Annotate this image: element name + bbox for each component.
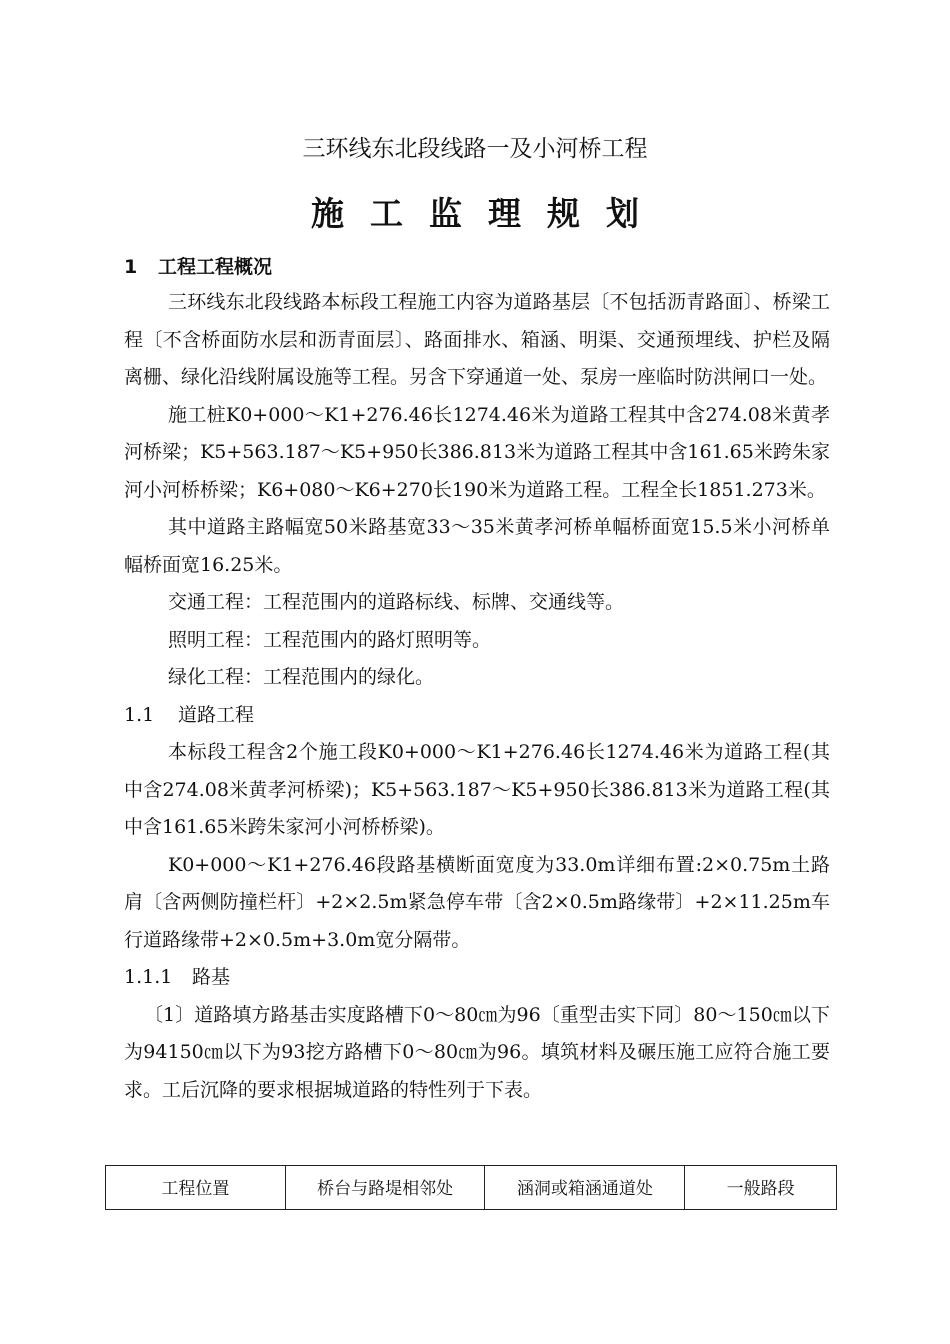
paragraph: 绿化工程：工程范围内的绿化。 <box>168 666 435 688</box>
paragraph: 本标段工程含2个施工段K0+000～K1+276.46长1274.46米为道路工程(其中含274.08米黄孝河桥梁)；K5+563.187～K5+950长386.813米为道路工程(其中含161.65米跨朱家河小河桥桥梁)。 <box>124 741 830 838</box>
section-1-heading <box>124 252 272 279</box>
section-1-1-heading <box>124 697 830 735</box>
section-1-1-number: 1.1 <box>124 703 155 726</box>
document-title: 三环线东北段线路一及小河桥工程 <box>302 136 648 162</box>
section-1-number: 1 <box>124 256 138 278</box>
document-body <box>124 284 830 1109</box>
table-header-cell: 工程位置 <box>106 1166 286 1210</box>
paragraph: 交通工程：工程范围内的道路标线、标牌、交通线等。 <box>168 591 625 613</box>
table-header-cell: 一般路段 <box>685 1166 837 1210</box>
section-1-1-1-title: 路基 <box>192 966 231 988</box>
settlement-table <box>105 1165 837 1210</box>
paragraph: 〔1〕道路填方路基击实度路槽下0～80㎝为96〔重型击实下同〕80～150㎝以下为94150㎝以下为93挖方路槽下0～80㎝为96。填筑材料及碾压施工应符合施工要求。工后沉降的要求根据城道路的特性列于下表。 <box>124 1003 830 1101</box>
table-header-row <box>106 1166 837 1210</box>
section-1-1-1-number: 1.1.1 <box>124 966 173 988</box>
section-1-1-1-heading <box>124 959 830 997</box>
section-1-1-title: 道路工程 <box>178 703 255 726</box>
document-subtitle: 施工监理规划 <box>311 194 665 233</box>
paragraph: 其中道路主路幅宽50米路基宽33～35米黄孝河桥单幅桥面宽15.5米小河桥单幅桥面宽16.25米。 <box>124 516 830 576</box>
table-header-cell: 涵洞或箱涵通道处 <box>485 1166 685 1210</box>
paragraph: K0+000～K1+276.46段路基横断面宽度为33.0m详细布置:2×0.75m土路肩〔含两侧防撞栏杆〕+2×2.5m紧急停车带〔含2×0.5m路缘带〕+2×11.25m车行道路缘带+2×0.5m+3.0m宽分隔带。 <box>124 853 830 951</box>
paragraph: 照明工程：工程范围内的路灯照明等。 <box>168 628 492 651</box>
paragraph: 施工桩K0+000～K1+276.46长1274.46米为道路工程其中含274.08米黄孝河桥梁；K5+563.187～K5+950长386.813米为道路工程其中含161.65米跨朱家河小河桥桥梁；K6+080～K6+270长190米为道路工程。工程全长1851.273米。 <box>124 403 830 501</box>
table-header-cell: 桥台与路堤相邻处 <box>285 1166 485 1210</box>
section-1-title: 工程工程概况 <box>158 256 273 278</box>
paragraph: 三环线东北段线路本标段工程施工内容为道路基层〔不包括沥青路面〕、桥梁工程〔不含桥面防水层和沥青面层〕、路面排水、箱涵、明渠、交通预埋线、护栏及隔离栅、绿化沿线附属设施等工程。另含下穿通道一处、泵房一座临时防洪闸口一处。 <box>124 291 830 388</box>
